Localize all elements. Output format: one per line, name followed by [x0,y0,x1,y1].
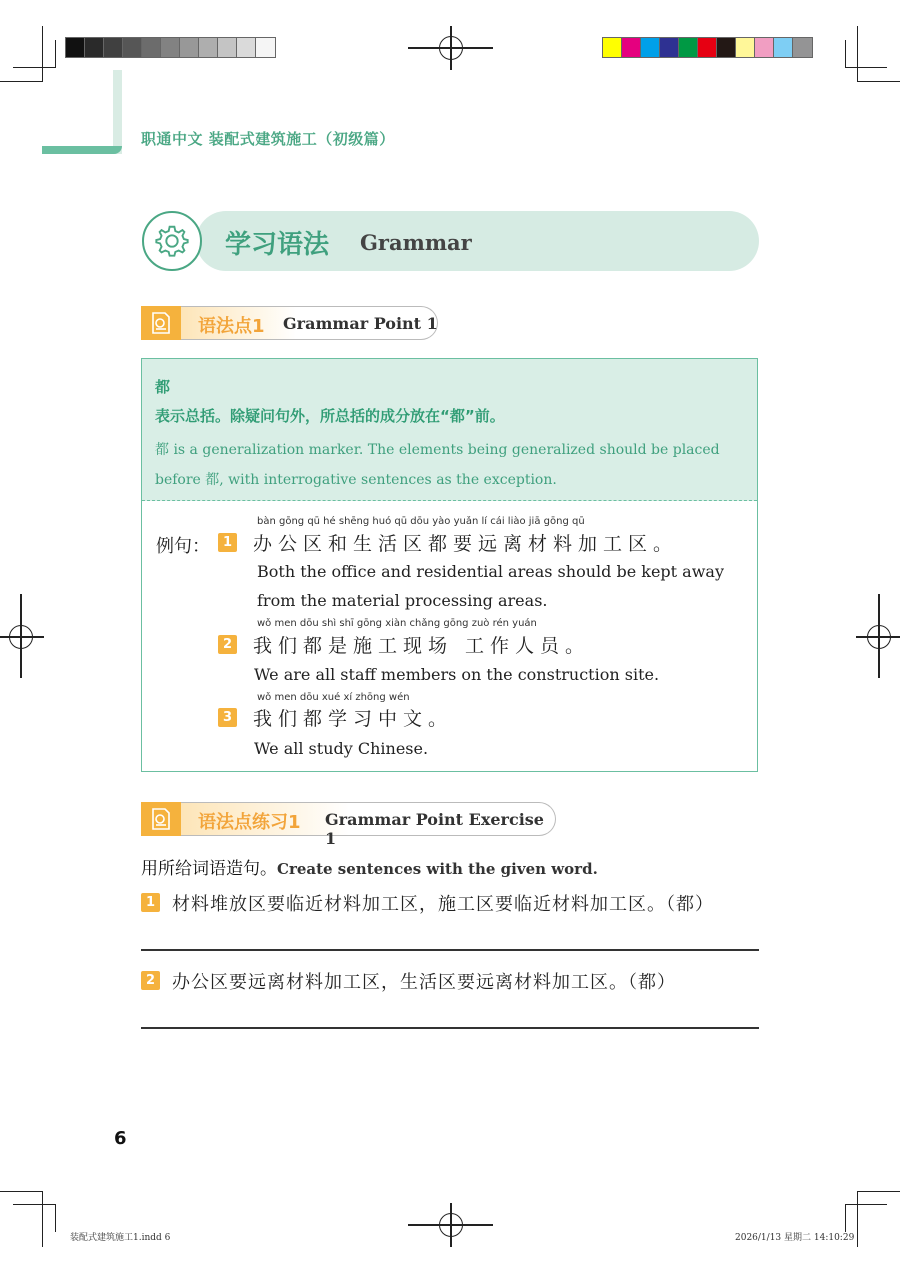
exercise-question: 材料堆放区要临近材料加工区，施工区要临近材料加工区。（都） [172,894,714,915]
section-title-en: Grammar [360,230,472,255]
example-number: 1 [218,533,237,552]
color-swatch [774,38,793,57]
exercise-number: 2 [141,971,160,990]
example-sentence: 我们都学习中文。 [253,708,454,730]
example-number: 2 [218,635,237,654]
examples-label: 例句： [156,536,210,557]
grammar-box [141,358,758,772]
grammar-point-label-en: Grammar Point 1 [283,314,438,333]
example-number: 3 [218,708,237,727]
example-translation: We are all staff members on the construction site. [254,665,660,684]
header-decoration [113,70,122,154]
exercise-label-en: Grammar Point Exercise 1 [325,810,544,848]
grammar-explanation-en: 都 is a generalization marker. The elements being generalized should be placed before 都, with interrogative sentences as the exception. [155,442,720,488]
section-title-cn: 学习语法 [225,230,330,260]
example-translation: We all study Chinese. [254,739,429,758]
slug-left: 装配式建筑施工1.indd 6 [70,1233,171,1243]
color-swatch [622,38,641,57]
example-pinyin: wǒ men dōu xué xí zhōng wén [257,692,410,703]
color-swatch [755,38,774,57]
exercise-instruction-cn: 用所给词语造句。 [141,859,277,879]
grammar-explanation-cn: 表示总括。除疑问句外，所总括的成分放在“都”前。 [155,407,505,425]
example-pinyin: wǒ men dōu shì shī gōng xiàn chǎng gōng zuò rén yuán [257,618,537,629]
example-translation: Both the office and residential areas should be kept away from the material processing areas. [257,562,724,610]
exercise-number: 1 [141,893,160,912]
exercise-instruction-en: Create sentences with the given word. [277,860,598,878]
answer-line[interactable] [141,949,759,951]
grammar-explanation [142,359,757,501]
color-swatch [717,38,736,57]
exercise-label-cn: 语法点练习1 [198,812,301,833]
document-icon [141,306,181,340]
gear-icon [142,211,202,271]
color-swatch [793,38,812,57]
grammar-point-label-cn: 语法点1 [198,316,265,337]
book-title: 职通中文 装配式建筑施工（初级篇） [141,130,395,148]
example-sentence: 办公区和生活区都要远离材料加工区。 [253,533,679,555]
color-bar [602,37,813,58]
color-swatch [679,38,698,57]
exercise-question: 办公区要远离材料加工区，生活区要远离材料加工区。（都） [172,972,676,993]
exercise-label [141,802,557,848]
exercise-instruction [141,854,598,879]
slug-right: 2026/1/13 星期二 14:10:29 [735,1233,855,1243]
grammar-point-label [141,306,439,340]
color-swatch [698,38,717,57]
grammar-character: 都 [155,378,171,396]
example-pinyin: bàn gōng qū hé shēng huó qū dōu yào yuǎn lí cái liào jiā gōng qū [257,516,585,527]
color-swatch [736,38,755,57]
header-decoration-bar [42,146,122,154]
answer-line[interactable] [141,1027,759,1029]
color-swatch [641,38,660,57]
color-swatch [603,38,622,57]
page-number: 6 [114,1128,127,1149]
color-swatch [660,38,679,57]
document-icon [141,802,181,836]
example-sentence: 我们都是施工现场 工作人员。 [253,635,591,657]
